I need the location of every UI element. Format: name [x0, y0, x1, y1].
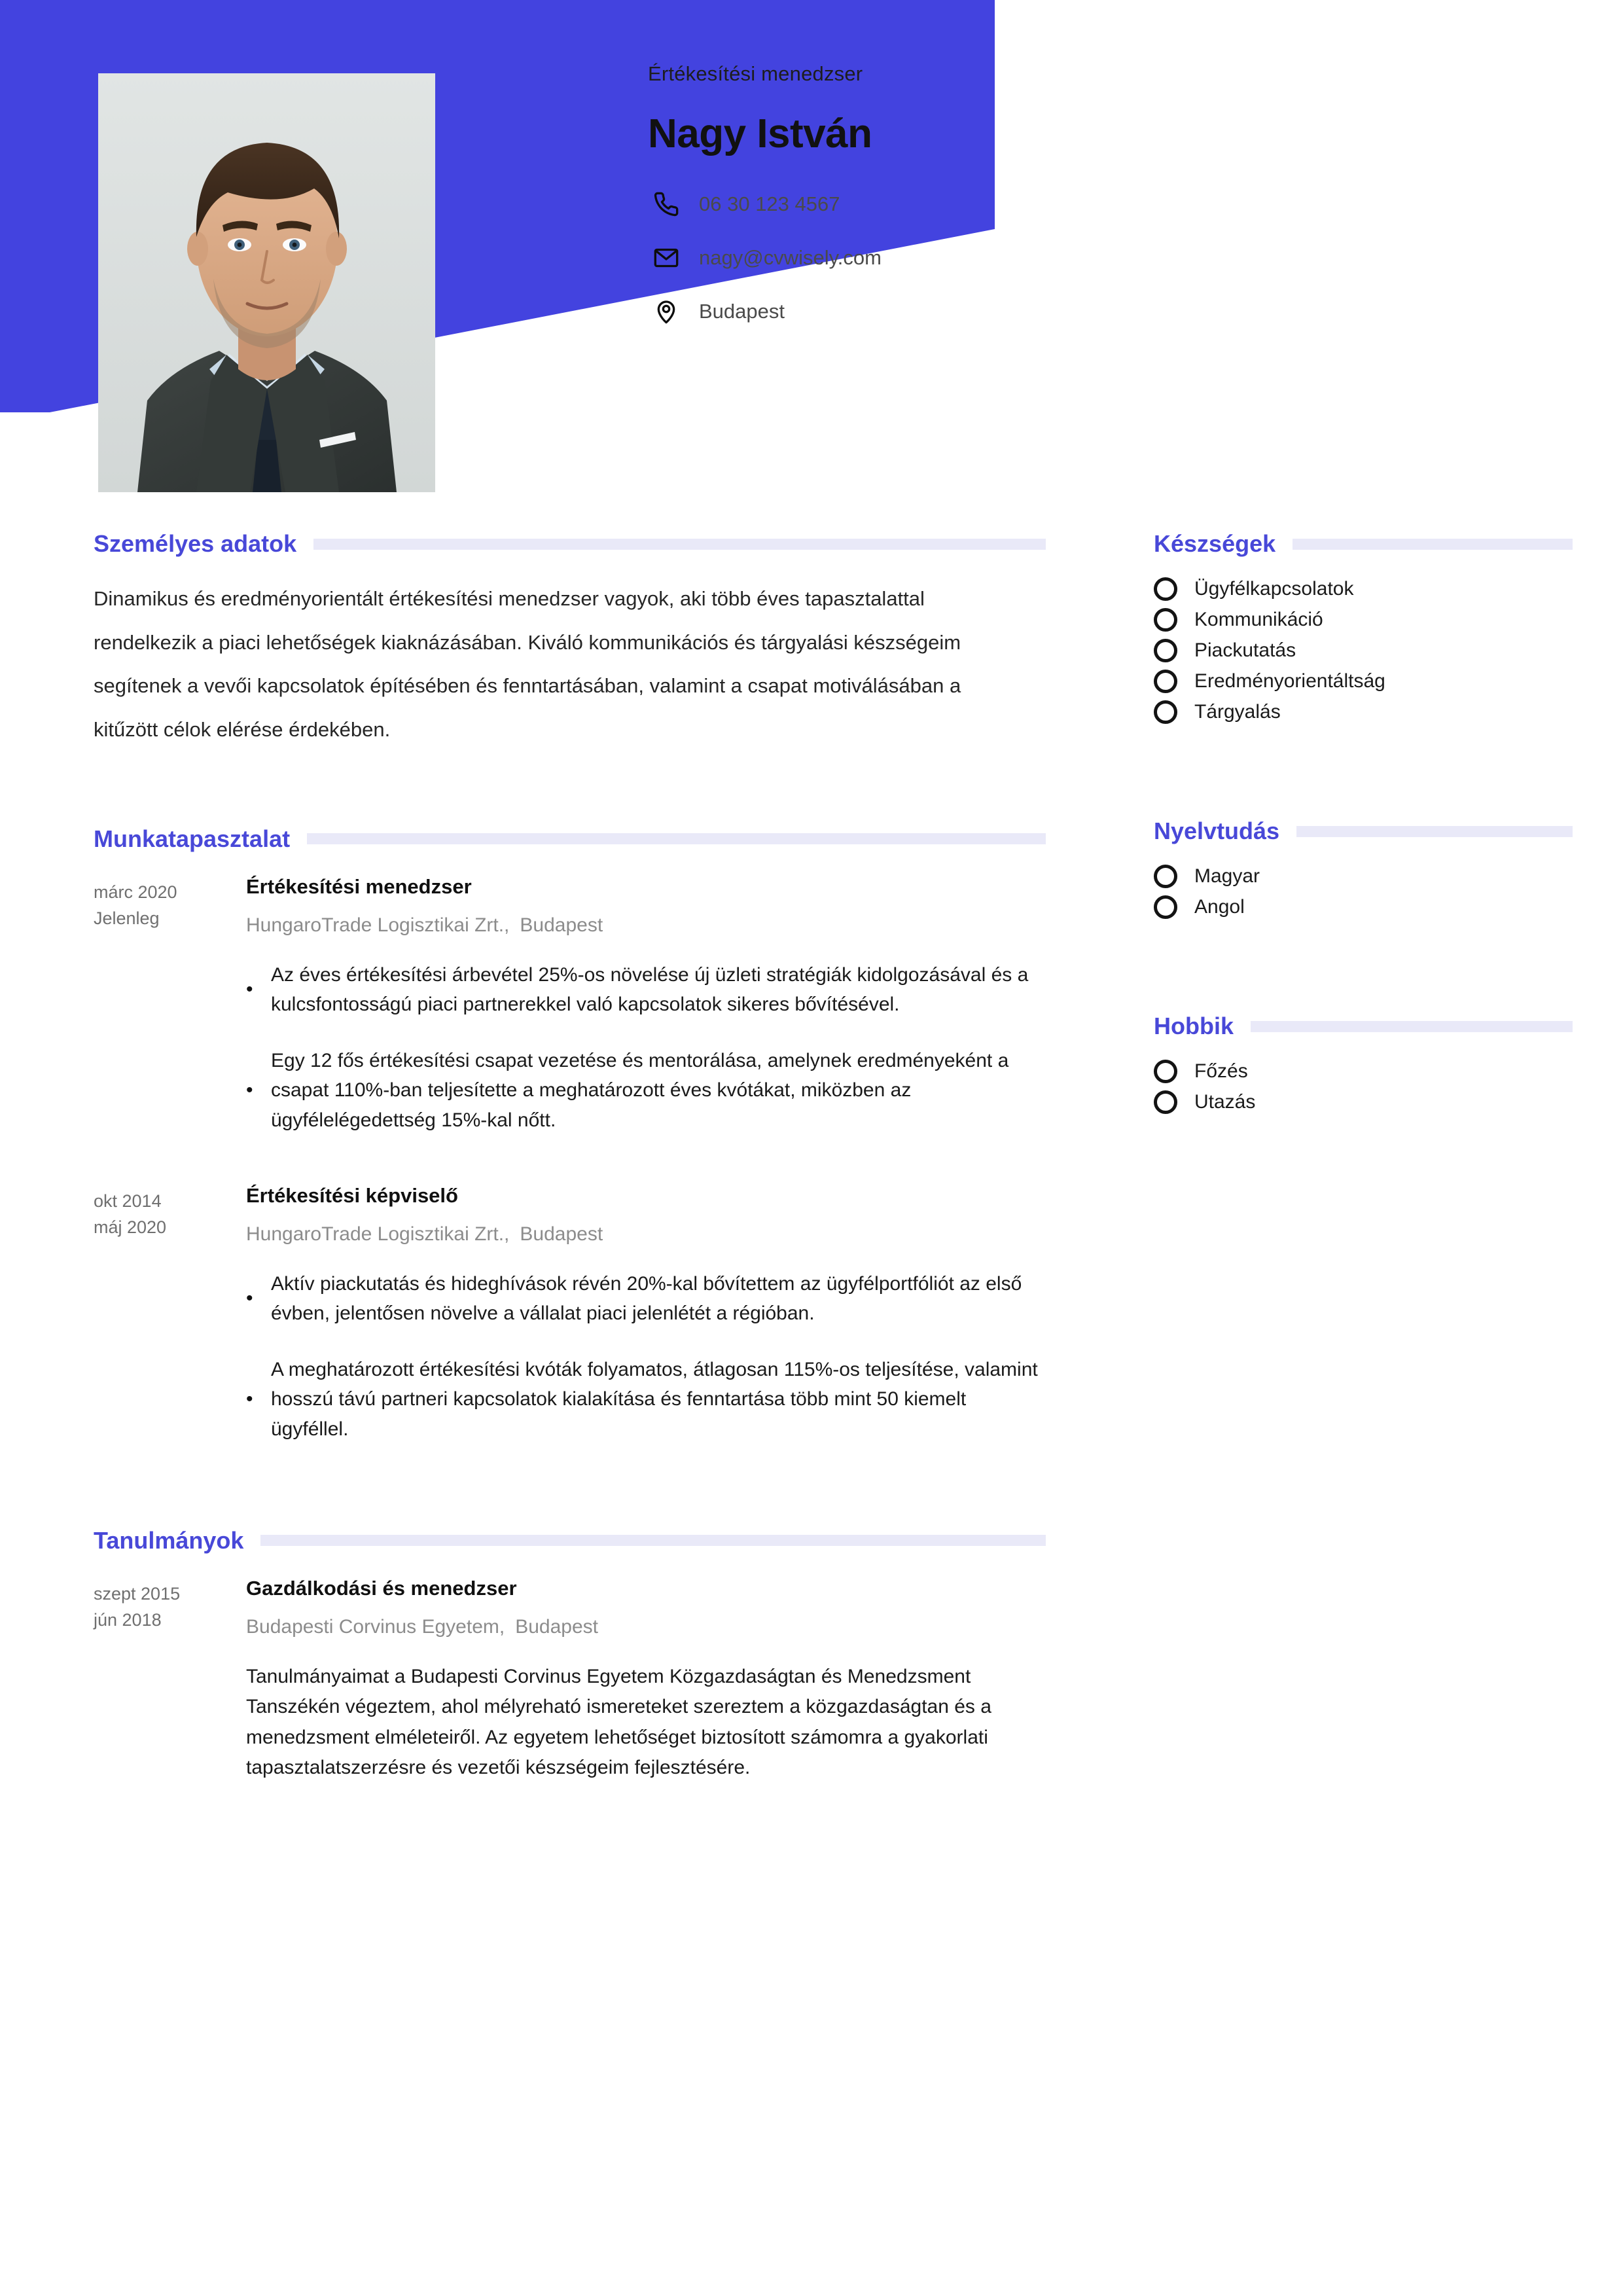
circle-bullet-icon [1154, 577, 1177, 601]
list-item [1154, 670, 1573, 693]
main-column [94, 530, 1046, 1784]
entry-location: Budapest [520, 914, 603, 936]
profile-photo [98, 73, 435, 492]
contact-email[interactable] [648, 240, 882, 276]
hobby-label: Utazás [1194, 1091, 1256, 1113]
circle-bullet-icon [1154, 895, 1177, 919]
section-title-languages: Nyelvtudás [1154, 817, 1280, 844]
circle-bullet-icon [1154, 639, 1177, 662]
language-label: Angol [1194, 896, 1245, 918]
entry-main [246, 1577, 1046, 1784]
hobby-label: Főzés [1194, 1060, 1248, 1082]
experience-entry [94, 1184, 1046, 1471]
entry-organization [246, 914, 1046, 937]
section-header-languages [1154, 817, 1573, 845]
entry-date-start: márc 2020 [94, 882, 177, 902]
page-title: Nagy István [648, 111, 872, 156]
skill-label: Ügyfélkapcsolatok [1194, 578, 1354, 600]
phone-value: 06 30 123 4567 [699, 192, 840, 215]
entry-date-start: okt 2014 [94, 1191, 162, 1211]
entry-location: Budapest [515, 1615, 598, 1638]
entry-degree: Gazdálkodási és menedzser [246, 1576, 517, 1600]
education-entry [94, 1577, 1046, 1784]
contact-location[interactable] [648, 293, 882, 330]
skill-label: Piackutatás [1194, 639, 1296, 661]
section-education [94, 1527, 1046, 1784]
language-label: Magyar [1194, 865, 1260, 887]
bullet-marker: • [246, 1287, 253, 1310]
list-item [1154, 639, 1573, 662]
entry-company: HungaroTrade Logisztikai Zrt., [246, 1223, 510, 1245]
entry-main [246, 1184, 1046, 1471]
skill-label: Kommunikáció [1194, 609, 1323, 630]
section-rule [1251, 1021, 1573, 1032]
entry-date-range [94, 1577, 211, 1634]
section-rule [1296, 826, 1573, 837]
list-item [1154, 895, 1573, 919]
hobbies-list [1154, 1060, 1573, 1114]
sidebar-column [1154, 530, 1573, 1121]
section-header-personal [94, 530, 1046, 558]
location-pin-icon [648, 293, 685, 330]
phone-icon [648, 186, 685, 223]
entry-bullet [246, 1269, 1046, 1329]
list-item [1154, 608, 1573, 632]
section-rule [307, 833, 1046, 844]
section-title-hobbies: Hobbik [1154, 1013, 1234, 1039]
entry-school: Budapesti Corvinus Egyetem, [246, 1615, 505, 1638]
section-title-personal: Személyes adatok [94, 530, 297, 557]
section-rule [313, 539, 1046, 550]
summary-block [94, 577, 1046, 752]
header-text-block [648, 62, 882, 347]
circle-bullet-icon [1154, 670, 1177, 693]
section-header-education [94, 1527, 1046, 1554]
entry-main [246, 875, 1046, 1162]
entry-organization [246, 1616, 1046, 1638]
bullet-text: Egy 12 fős értékesítési csapat vezetése és mentorálása, amelynek eredményeként a csapat 110%-ban teljesítette a meghatározott éves kvótákat, miközben az ügyfélelégedettség 15%-kal nőtt. [271, 1049, 1009, 1131]
header-job-title: Értékesítési menedzser [648, 62, 863, 85]
circle-bullet-icon [1154, 608, 1177, 632]
section-rule [260, 1535, 1046, 1546]
experience-entry [94, 875, 1046, 1162]
section-title-skills: Készségek [1154, 530, 1276, 557]
bullet-text: Aktív piackutatás és hideghívások révén 20%-kal bővítettem az ügyfélportfóliót az első évben, jelentősen növelve a vállalat piaci jelenlétét a régióban. [271, 1272, 1022, 1325]
skill-label: Tárgyalás [1194, 701, 1281, 723]
education-description: Tanulmányaimat a Budapesti Corvinus Egyetem Közgazdaságtan és Menedzsment Tanszékén végeztem, ahol mélyreható ismereteket szereztem a közgazdaságtan és a menedzsment elméleteiről. Az egyetem lehetőséget biztosított számomra a gyakorlati tapasztalatszerzésre és vezetői készségeim fejlesztésére. [246, 1665, 991, 1778]
location-value: Budapest [699, 300, 785, 323]
section-experience [94, 825, 1046, 1471]
entry-date-end: jún 2018 [94, 1610, 162, 1630]
list-item [1154, 865, 1573, 888]
list-item [1154, 577, 1573, 601]
bullet-marker: • [246, 1388, 253, 1410]
entry-date-end: Jelenleg [94, 908, 160, 929]
entry-role: Értékesítési képviselő [246, 1183, 458, 1207]
list-item [1154, 1060, 1573, 1083]
entry-date-range [94, 875, 211, 932]
circle-bullet-icon [1154, 700, 1177, 724]
entry-role: Értékesítési menedzser [246, 874, 472, 898]
section-personal [94, 530, 1046, 752]
section-header-experience [94, 825, 1046, 853]
circle-bullet-icon [1154, 1060, 1177, 1083]
skill-label: Eredményorientáltság [1194, 670, 1385, 692]
list-item [1154, 1090, 1573, 1114]
section-rule [1293, 539, 1573, 550]
email-value: nagy@cvwisely.com [699, 246, 882, 269]
bullet-marker: • [246, 1079, 253, 1102]
entry-date-start: szept 2015 [94, 1583, 181, 1604]
cv-header [0, 0, 1623, 530]
bullet-text: A meghatározott értékesítési kvóták folyamatos, átlagosan 115%-os teljesítése, valamint hosszú távú partneri kapcsolatok kialakítása és fenntartása több mint 50 kiemelt ügyféllel. [271, 1358, 1038, 1440]
entry-bullet [246, 1355, 1046, 1444]
entry-location: Budapest [520, 1223, 603, 1245]
section-languages [1154, 817, 1573, 919]
entry-date-range [94, 1184, 211, 1241]
entry-bullet [246, 960, 1046, 1020]
entry-date-end: máj 2020 [94, 1217, 167, 1238]
list-item [1154, 700, 1573, 724]
entry-organization [246, 1223, 1046, 1246]
entry-bullet [246, 1046, 1046, 1136]
bullet-marker: • [246, 978, 253, 1001]
bullet-text: Az éves értékesítési árbevétel 25%-os növelése új üzleti stratégiák kidolgozásával és a kulcsfontosságú piaci partnerekkel való kapcsolatok sikeres bővítésével. [271, 963, 1029, 1016]
envelope-icon [648, 240, 685, 276]
section-hobbies [1154, 1013, 1573, 1114]
section-header-skills [1154, 530, 1573, 558]
section-skills [1154, 530, 1573, 724]
summary-text: Dinamikus és eredményorientált értékesítési menedzser vagyok, aki több éves tapasztalattal rendelkezik a piaci lehetőségek kiaknázásában. Kiváló kommunikációs és tárgyalási készségeim segítenek a vevői kapcsolatok építésében és fenntartásában, valamint a csapat motiválásában a kitűzött célok elérése érdekében. [94, 587, 961, 741]
cv-body [0, 530, 1623, 1784]
languages-list [1154, 865, 1573, 919]
section-title-experience: Munkatapasztalat [94, 825, 291, 852]
circle-bullet-icon [1154, 1090, 1177, 1114]
section-header-hobbies [1154, 1013, 1573, 1040]
skills-list [1154, 577, 1573, 724]
contact-phone[interactable] [648, 186, 882, 223]
circle-bullet-icon [1154, 865, 1177, 888]
entry-company: HungaroTrade Logisztikai Zrt., [246, 914, 510, 936]
section-title-education: Tanulmányok [94, 1526, 244, 1554]
